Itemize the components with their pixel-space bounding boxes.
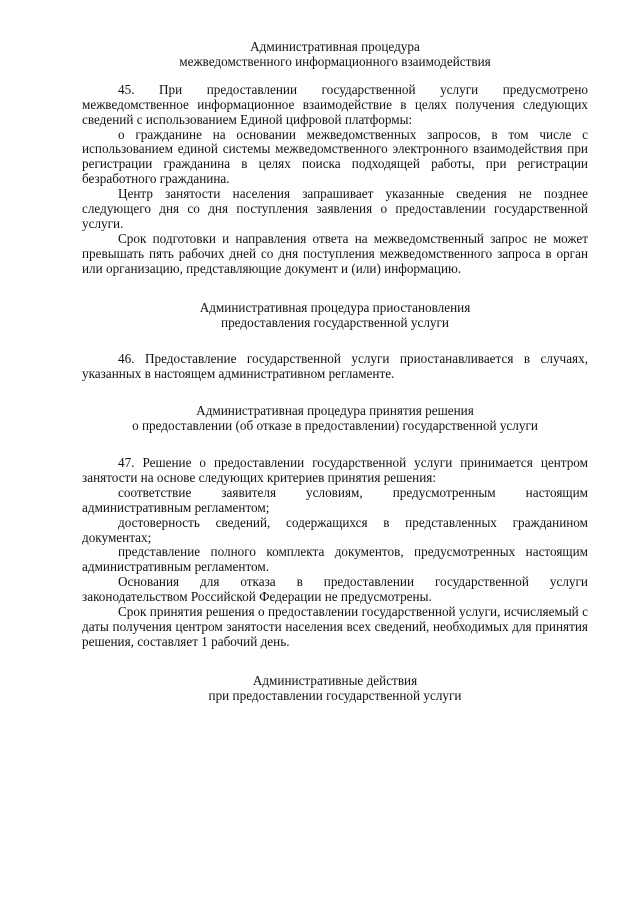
paragraph-45: 45. При предоставлении государственной услуги предусмотрено межведомственное информационное взаимодействие в целях получения следующих сведений с использованием Единой цифровой платформы:: [82, 81, 588, 127]
paragraph-46: 46. Предоставление государственной услуги приостанавливается в случаях, указанных в настоящем административном регламенте.: [82, 351, 588, 382]
paragraph: Основания для отказа в предоставлении государственной услуги законодательством Российской Федерации не предусмотрены.: [82, 574, 588, 605]
heading-line: при предоставлении государственной услуги: [208, 687, 462, 703]
section-heading-interagency: [82, 40, 588, 70]
heading-line: Административные действия: [252, 672, 418, 688]
paragraph: представление полного комплекта документов, предусмотренных настоящим административным регламентом.: [82, 544, 588, 575]
heading-line: Административная процедура принятия решения: [196, 403, 474, 419]
section-heading-decision: [82, 404, 588, 434]
paragraph: Центр занятости населения запрашивает указанные сведения не позднее следующего дня со дня поступления заявления о предоставлении государственной услуги.: [82, 186, 588, 231]
paragraph: достоверность сведений, содержащихся в представленных гражданином документах;: [82, 514, 588, 545]
section-heading-actions: [82, 674, 588, 704]
paragraph: соответствие заявителя условиям, предусмотренным настоящим административным регламентом;: [82, 484, 588, 515]
section-heading-suspension: [82, 301, 588, 331]
heading-line: Административная процедура приостановления: [199, 299, 471, 315]
heading-line: предоставления государственной услуги: [221, 314, 449, 330]
document-page: [82, 40, 588, 704]
paragraph: о гражданине на основании межведомственных запросов, в том числе с использованием единой системы межведомственного электронного взаимодействия при регистрации гражданина в целях поиска подходящей работы, при регистрации безработного гражданина.: [82, 126, 588, 187]
heading-line: о предоставлении (об отказе в предоставлении) государственной услуги: [132, 418, 538, 434]
paragraph-47: 47. Решение о предоставлении государственной услуги принимается центром занятости на основе следующих критериев принятия решения:: [82, 455, 588, 485]
heading-line: Административная процедура: [250, 39, 420, 54]
paragraph: Срок подготовки и направления ответа на межведомственный запрос не может превышать пять рабочих дней со дня поступления межведомственного запроса в орган или организацию, представляющие документ и (или) информацию.: [82, 230, 588, 276]
paragraph: Срок принятия решения о предоставлении государственной услуги, исчисляемый с даты получения центром занятости населения всех сведений, необходимых для принятия решения, составляет 1 рабочий день.: [82, 604, 588, 649]
heading-line: межведомственного информационного взаимодействия: [179, 53, 491, 69]
